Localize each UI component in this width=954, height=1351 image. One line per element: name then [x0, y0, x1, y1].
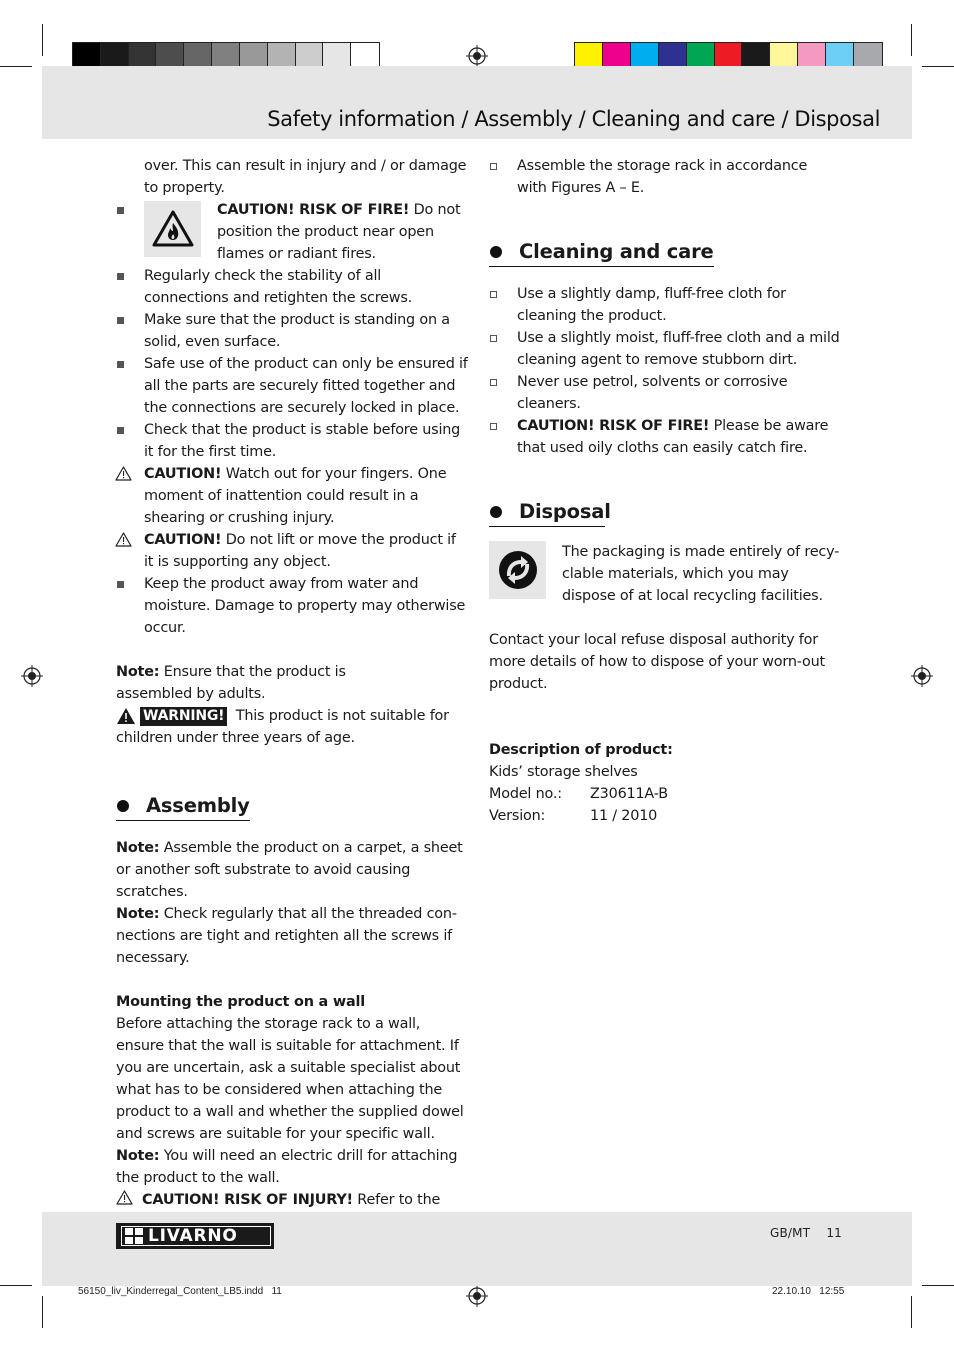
registration-mark-icon [911, 665, 933, 687]
section-bullet-icon [490, 506, 502, 518]
list-item [116, 353, 468, 419]
brand-logo [116, 1223, 274, 1249]
caution-triangle-icon [115, 466, 132, 481]
note-text: You will need an electric drill for attaching the product to the wall. [116, 1148, 458, 1186]
list-item-text: Keep the product away from water and moisture. Damage to property may otherwise occur. [144, 576, 466, 636]
list-item [489, 327, 841, 371]
caution-text: Do not lift or move the product if it is supporting any object. [144, 532, 456, 570]
bullet-square-icon [117, 581, 124, 588]
bullet-box-icon [490, 379, 497, 386]
registration-mark-icon [21, 665, 43, 687]
assembly-heading [116, 793, 250, 821]
note-label: Note: [116, 1148, 160, 1164]
crop-mark [0, 66, 32, 67]
slug-date: 22.10.10 12:55 [772, 1286, 845, 1297]
bullet-box-icon [490, 163, 497, 170]
note-paragraph [116, 903, 468, 969]
model-label: Model no.: [489, 786, 562, 802]
section-underline [116, 820, 250, 821]
crop-mark [0, 1285, 32, 1286]
disposal-heading [489, 499, 611, 527]
packaging-text: The packaging is made entirely of recy-clable materials, which you may dispose of at local recycling facilities. [562, 544, 840, 604]
section-underline [489, 266, 714, 267]
registration-mark-icon [466, 45, 488, 67]
subheading: Mounting the product on a wall [116, 994, 365, 1010]
list-item [489, 371, 841, 415]
cleaning-heading [489, 239, 714, 267]
warning-paragraph [116, 705, 468, 749]
list-item-text: Assemble the storage rack in accordance with Figures A – E. [517, 158, 808, 196]
version-value: 11 / 2010 [590, 808, 658, 824]
list-item [116, 419, 468, 463]
caution-label: CAUTION! [144, 466, 222, 482]
warning-text: This product is not suitable for children under three years of age. [116, 708, 449, 746]
contact-text: Contact your local refuse disposal authority for more details of how to dispose of your worn-out product. [489, 632, 825, 692]
caution-label: CAUTION! [144, 532, 222, 548]
page-title: Safety information / Assembly / Cleaning and care / Disposal [267, 107, 880, 131]
list-item-text: Make sure that the product is standing on a solid, even surface. [144, 312, 450, 350]
crop-mark [911, 24, 912, 56]
list-item [116, 573, 468, 639]
warning-triangle-icon [116, 707, 136, 725]
note-paragraph [116, 1145, 468, 1189]
fire-warning-icon [144, 201, 201, 257]
bullet-square-icon [117, 273, 124, 280]
crop-mark [922, 1285, 954, 1286]
product-name: Kids’ storage shelves [489, 764, 638, 780]
bullet-square-icon [117, 317, 124, 324]
fire-caution-label: CAUTION! RISK OF FIRE! [217, 202, 410, 218]
warning-badge: WARNING! [140, 707, 227, 726]
section-bullet-icon [117, 800, 129, 812]
note-paragraph [116, 837, 468, 903]
list-item-text: Never use petrol, solvents or corrosive cleaners. [517, 374, 788, 412]
version-label: Version: [489, 808, 546, 824]
list-item-text: Check that the product is stable before using it for the first time. [144, 422, 461, 460]
model-row [489, 783, 841, 805]
list-item-text: Use a slightly damp, fluff-free cloth for cleaning the product. [517, 286, 786, 324]
crop-mark [42, 24, 43, 56]
wall-mounting-text: Before attaching the storage rack to a wall, ensure that the wall is suitable for attachment. If you are uncertain, ask a suitable specialist about what has to be considered when attaching the product to a wall and whether the supplied dowel and screws are suitable for your specific wall. [116, 1016, 464, 1142]
bullet-square-icon [117, 427, 124, 434]
continued-text [116, 155, 468, 199]
caution-text: Watch out for your fingers. One moment of inattention could result in a shearing or crushing injury. [144, 466, 447, 526]
caution-text: Please be aware that used oily cloths can easily catch fire. [517, 418, 829, 456]
caution-label: CAUTION! RISK OF FIRE! [517, 418, 710, 434]
section-title: Cleaning and care [519, 240, 714, 263]
note-paragraph [116, 661, 468, 705]
caution-item [116, 529, 468, 573]
crop-mark [42, 1296, 43, 1328]
list-item-text: Use a slightly moist, fluff-free cloth and a mild cleaning agent to remove stubborn dirt. [517, 330, 840, 368]
list-item [116, 309, 468, 353]
page-number: GB/MT 11 [770, 1226, 842, 1240]
list-item [489, 283, 841, 327]
caution-item [116, 463, 468, 529]
caution-label: CAUTION! RISK OF INJURY! [142, 1192, 353, 1208]
left-column [116, 155, 468, 1233]
bullet-box-icon [490, 335, 497, 342]
section-title: Disposal [519, 500, 611, 523]
logo-mark-icon [125, 1228, 143, 1244]
fire-caution-text: Do not position the product near open flames or radiant fires. [217, 202, 461, 262]
caution-text: Refer to the [357, 1192, 441, 1208]
recycling-icon [489, 541, 546, 599]
registration-mark-icon [466, 1285, 488, 1307]
slug-filename: 56150_liv_Kinderregal_Content_LB5.indd 11 [78, 1286, 282, 1297]
section-bullet-icon [490, 246, 502, 258]
list-item-text: Safe use of the product can only be ensured if all the parts are securely fitted together and the connections are securely locked in place. [144, 356, 468, 416]
list-item [116, 265, 468, 309]
right-column [489, 155, 841, 827]
bullet-square-icon [117, 361, 124, 368]
note-text: Check regularly that all the threaded con-nections are tight and retighten all the screws if necessary. [116, 906, 457, 966]
section-title: Assembly [146, 794, 250, 817]
list-item-text: Regularly check the stability of all connections and retighten the screws. [144, 268, 413, 306]
note-text: Assemble the product on a carpet, a sheet or another soft substrate to avoid causing scratches. [116, 840, 463, 900]
intro-text: over. This can result in injury and / or damage to property. [144, 158, 467, 196]
list-item [489, 155, 841, 199]
version-row [489, 805, 841, 827]
note-label: Note: [116, 664, 160, 680]
note-label: Note: [116, 840, 160, 856]
crop-mark [911, 1296, 912, 1328]
note-text: Ensure that the product is assembled by adults. [116, 664, 346, 702]
fire-caution-item [116, 199, 468, 265]
bullet-box-icon [490, 423, 497, 430]
packaging-block [489, 541, 841, 607]
bullet-square-icon [117, 207, 124, 214]
bullet-box-icon [490, 291, 497, 298]
model-value: Z30611A-B [590, 786, 668, 802]
caution-triangle-icon [116, 1190, 133, 1205]
note-label: Note: [116, 906, 160, 922]
list-item [489, 415, 841, 459]
brand-name: LIVARNO [148, 1226, 238, 1246]
caution-triangle-icon [115, 532, 132, 547]
crop-mark [922, 66, 954, 67]
description-heading: Description of product: [489, 742, 673, 758]
